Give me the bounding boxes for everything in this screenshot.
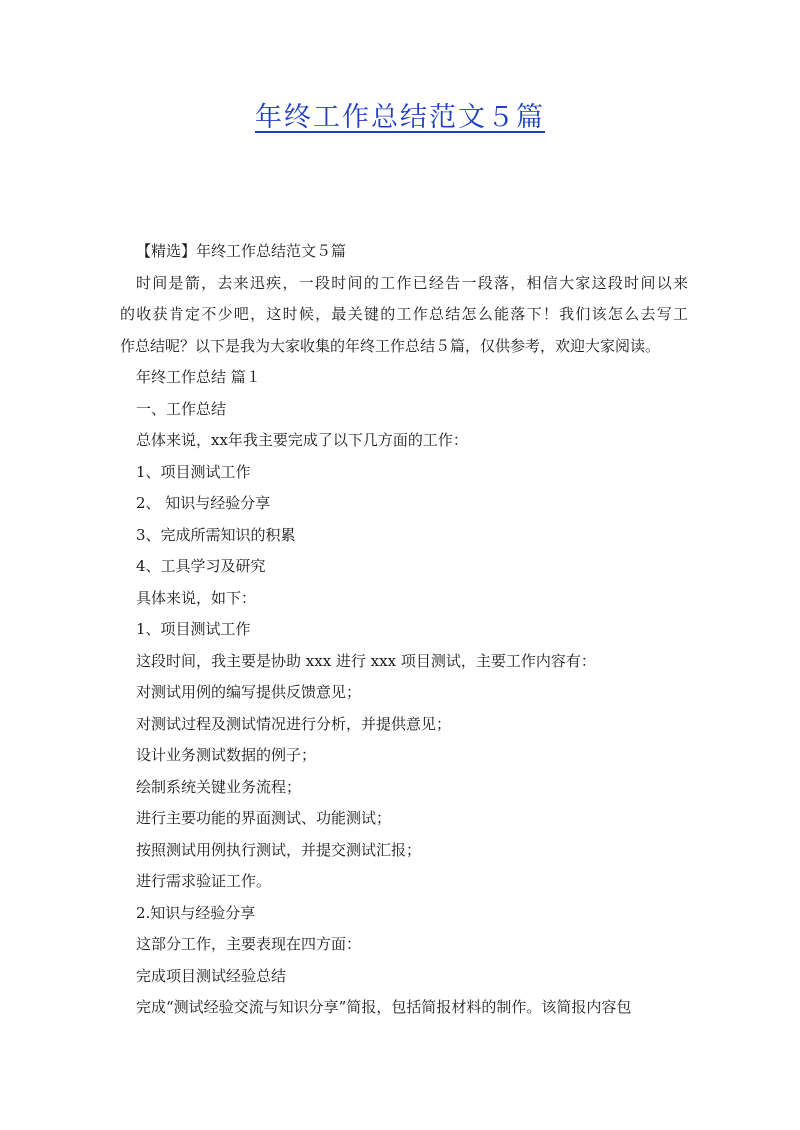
body-line: 绘制系统关键业务流程； <box>136 777 302 796</box>
body-line: 设计业务测试数据的例子； <box>136 746 317 764</box>
list-item: 1、项目测试工作 <box>136 620 251 638</box>
list-item: 4、工具学习及研究 <box>136 557 266 575</box>
document-body <box>120 236 688 1024</box>
body-line: 这部分工作，主要表现在四方面： <box>136 935 362 953</box>
body-line: 按照测试用例执行测试，并提交测试汇报； <box>136 840 422 859</box>
body-line: 进行需求验证工作。 <box>136 872 272 890</box>
subsection-heading: 一、工作总结 <box>136 399 227 418</box>
lead-line: 【精选】年终工作总结范文５篇 <box>136 242 347 260</box>
body-line: 这段时间，我主要是协助 xxx 进行 xxx 项目测试，主要工作内容有： <box>136 651 596 670</box>
list-item: 1、项目测试工作 <box>136 462 251 481</box>
body-line: 具体来说，如下： <box>136 588 257 607</box>
intro-line-3: 作总结呢？以下是我为大家收集的年终工作总结５篇，仅供参考，欢迎大家阅读。 <box>120 336 661 355</box>
section-heading: 年终工作总结 篇１ <box>136 368 261 386</box>
list-item: 2、 知识与经验分享 <box>136 494 271 512</box>
body-line: 总体来说，xx年我主要完成了以下几方面的工作： <box>136 431 468 449</box>
list-item: 2.知识与经验分享 <box>136 903 256 922</box>
list-item: 3、完成所需知识的积累 <box>136 525 296 544</box>
body-line: 进行主要功能的界面测试、功能测试； <box>136 809 392 827</box>
intro-line-1: 时间是箭，去来迅疾，一段时间的工作已经告一段落，相信大家这段时间以来 <box>136 273 688 292</box>
body-line: 对测试过程及测试情况进行分析，并提供意见； <box>136 714 452 733</box>
body-line: 对测试用例的编写提供反馈意见； <box>136 683 362 701</box>
body-line: 完成“测试经验交流与知识分享”简报，包括简报材料的制作。该简报内容包 <box>136 998 632 1016</box>
document-title[interactable]: 年终工作总结范文５篇 <box>255 102 545 133</box>
intro-line-2: 的收获肯定不少吧，这时候，最关键的工作总结怎么能落下！我们该怎么去写工 <box>120 305 688 323</box>
body-line: 完成项目测试经验总结 <box>136 966 287 985</box>
